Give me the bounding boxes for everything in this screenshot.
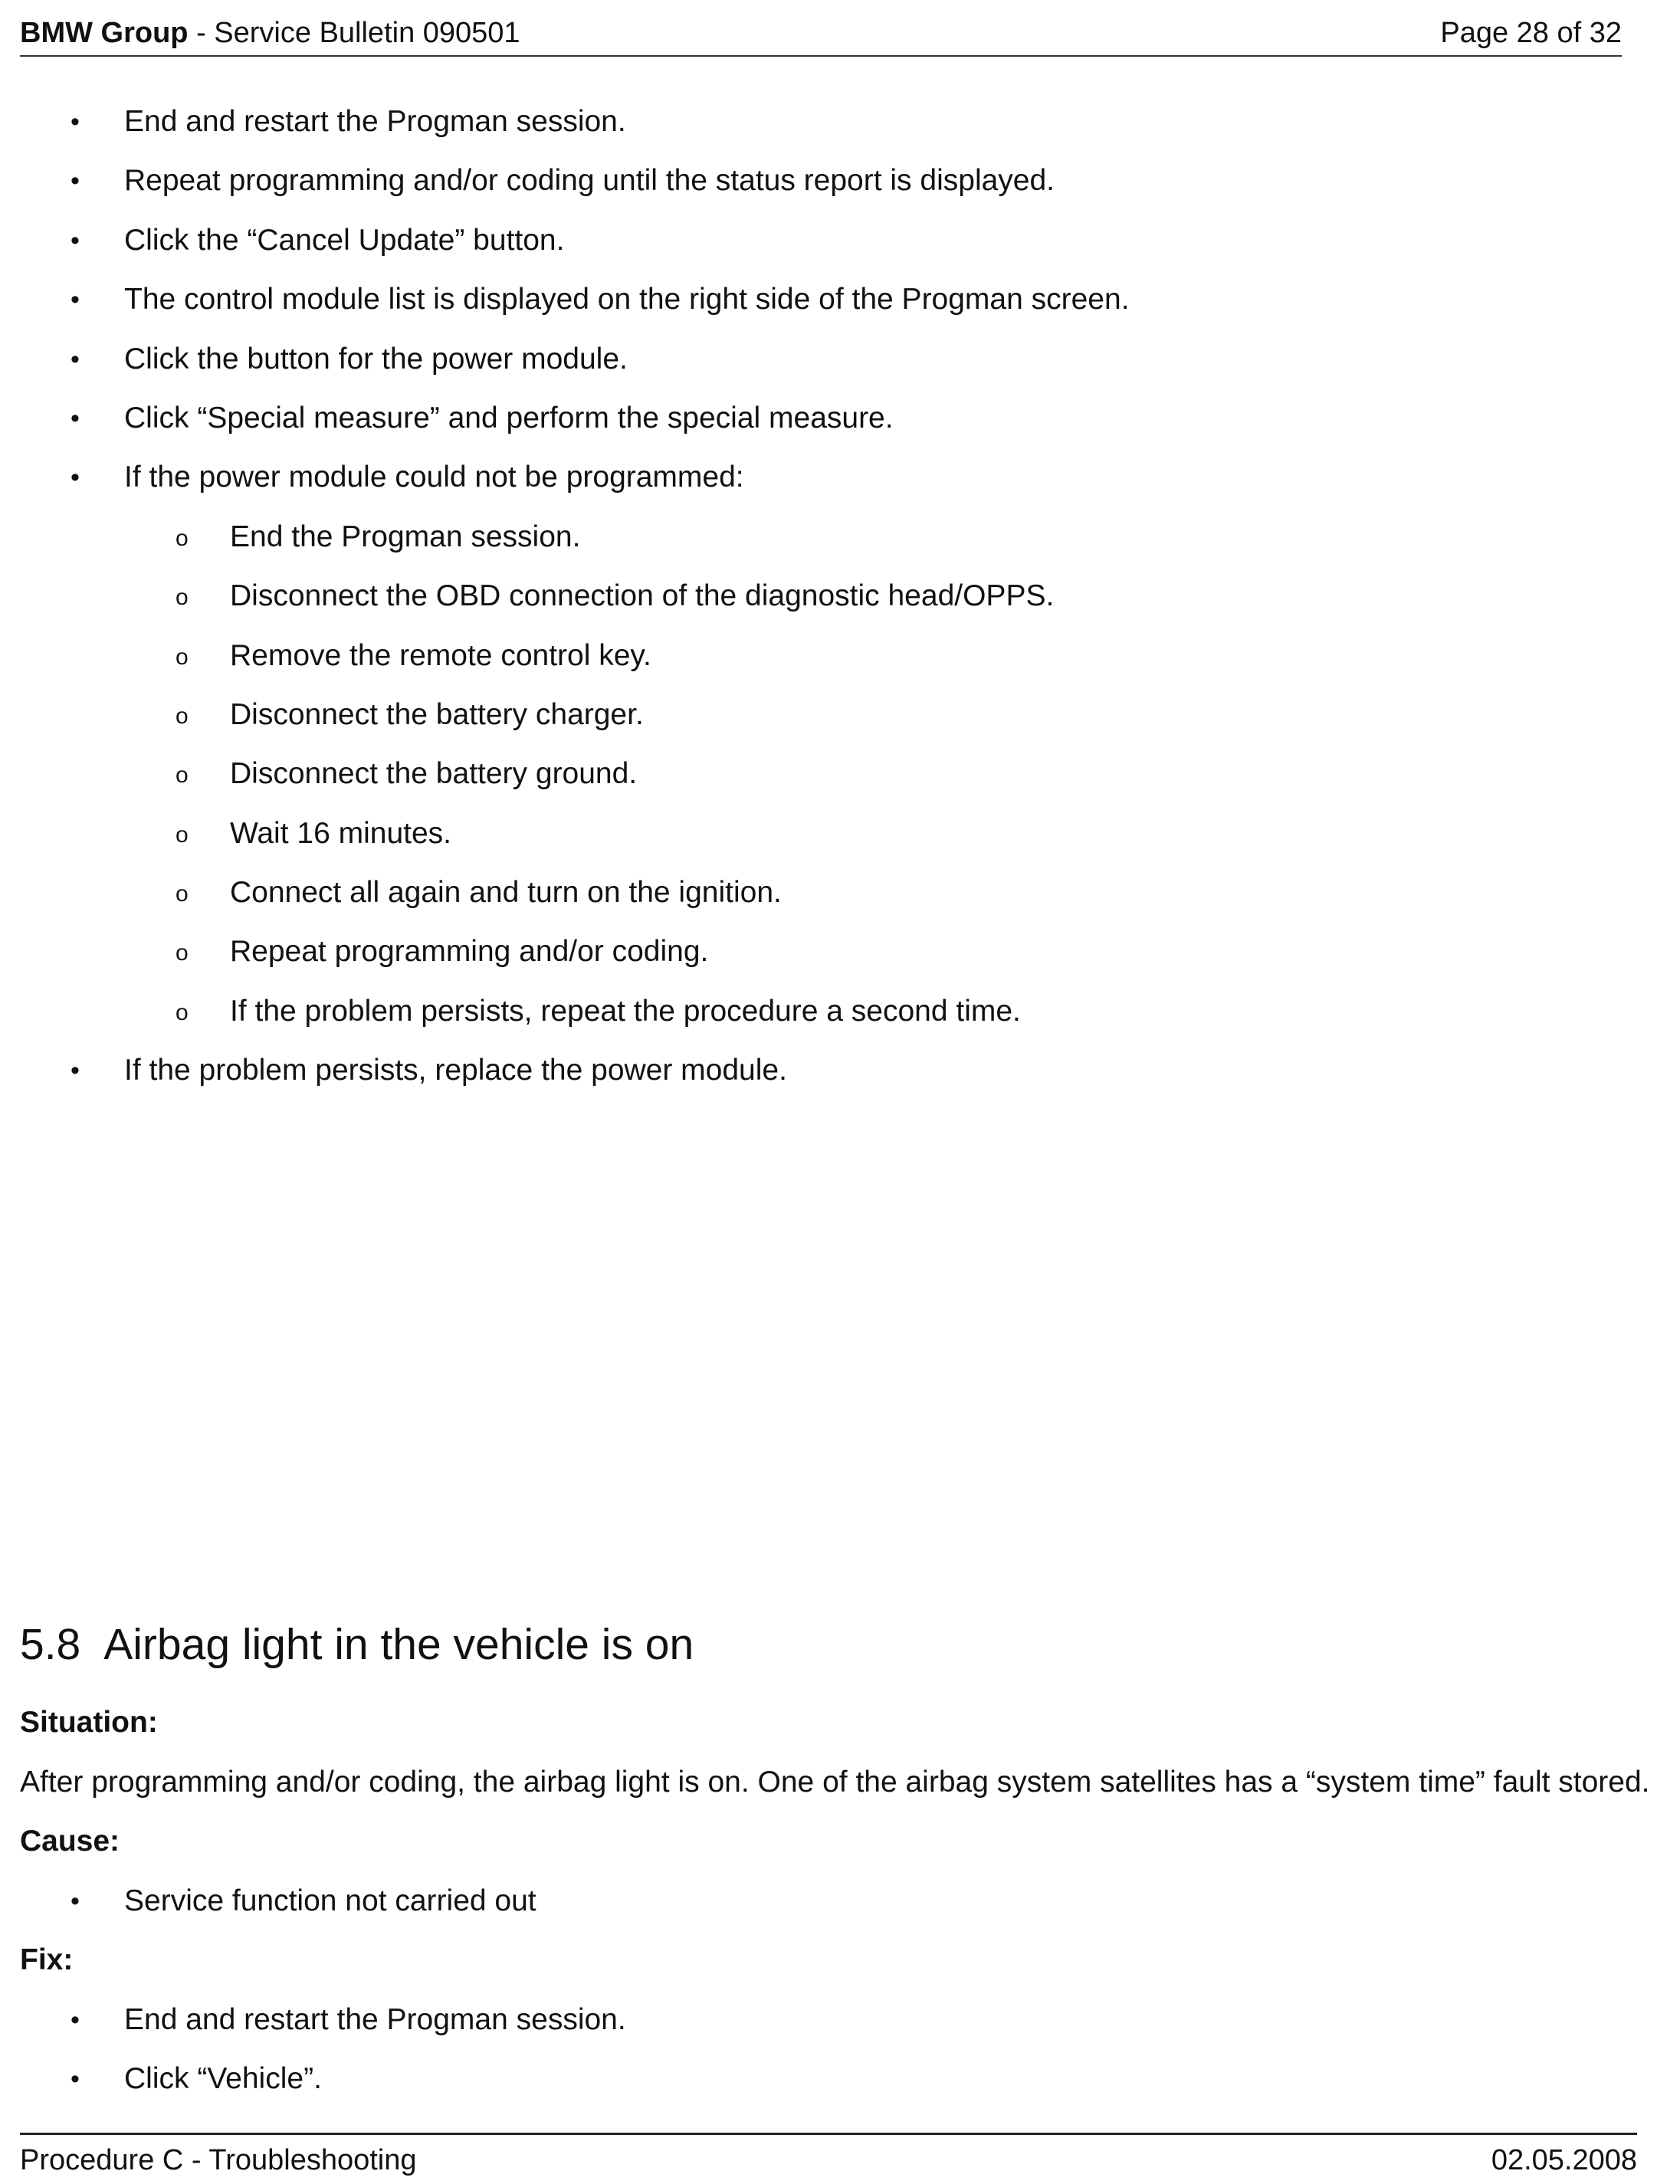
footer-divider (20, 2133, 1637, 2135)
situation-text: After programming and/or coding, the airbag light is on. One of the airbag system satellites has a “system time” fault stored. (20, 1766, 1650, 1799)
section-number: 5.8 (20, 1620, 81, 1669)
list-item-text: Disconnect the battery ground. (230, 757, 638, 791)
sub-bullet-marker: o (176, 940, 189, 966)
sub-bullet-marker: o (176, 762, 189, 789)
list-item-text: End and restart the Progman session. (124, 2003, 626, 2036)
situation-label: Situation: (20, 1706, 158, 1739)
list-item-text: Remove the remote control key. (230, 638, 651, 672)
list-item-text: Disconnect the battery charger. (230, 697, 644, 731)
list-item-text: If the power module could not be programmed: (124, 461, 744, 494)
sub-bullet-marker: o (176, 999, 189, 1025)
section-title: Airbag light in the vehicle is on (103, 1620, 694, 1669)
sub-bullet-marker: o (176, 525, 189, 551)
list-item-text: Service function not carried out (124, 1884, 536, 1917)
header-separator: - (188, 17, 215, 49)
bullet-marker: • (71, 225, 80, 255)
fix-label: Fix: (20, 1943, 74, 1976)
footer-procedure: Procedure C - Troubleshooting (20, 2144, 417, 2176)
bullet-marker: • (71, 403, 80, 433)
list-item-text: Connect all again and turn on the ignition. (230, 876, 782, 910)
list-item-text: If the problem persists, repeat the procedure a second time. (230, 994, 1021, 1028)
bullet-marker: • (71, 2064, 80, 2094)
header-divider (20, 55, 1622, 57)
bullet-marker: • (71, 2005, 80, 2035)
sub-bullet-marker: o (176, 881, 189, 907)
bullet-marker: • (71, 1056, 80, 1086)
list-item-text: Click the button for the power module. (124, 342, 628, 375)
footer-date: 02.05.2008 (1491, 2144, 1637, 2176)
list-item-text: The control module list is displayed on the right side of the Progman screen. (124, 283, 1130, 316)
header-title (20, 14, 520, 52)
bullet-marker: • (71, 285, 80, 315)
section-heading (20, 1615, 694, 1674)
bullet-marker: • (71, 463, 80, 493)
sub-bullet-marker: o (176, 585, 189, 611)
bullet-marker: • (71, 166, 80, 196)
list-item-text: Click “Vehicle”. (124, 2062, 322, 2096)
header-page-number: Page 28 of 32 (1440, 17, 1622, 49)
cause-label: Cause: (20, 1825, 120, 1858)
bullet-marker: • (71, 344, 80, 374)
header-bulletin: Service Bulletin 090501 (214, 17, 520, 49)
list-item-text: Disconnect the OBD connection of the diagnostic head/OPPS. (230, 579, 1055, 613)
bullet-marker: • (71, 1887, 80, 1916)
sub-bullet-marker: o (176, 644, 189, 670)
list-item-text: End and restart the Progman session. (124, 105, 626, 138)
sub-bullet-marker: o (176, 821, 189, 848)
list-item-text: Click the “Cancel Update” button. (124, 223, 565, 257)
list-item-text: Click “Special measure” and perform the special measure. (124, 401, 894, 435)
list-item-text: Repeat programming and/or coding until the status report is displayed. (124, 164, 1055, 198)
page-footer (20, 2141, 1637, 2179)
bullet-marker: • (71, 107, 80, 136)
header-org: BMW Group (20, 17, 189, 49)
list-item-text: Repeat programming and/or coding. (230, 935, 709, 969)
sub-bullet-marker: o (176, 703, 189, 729)
list-item-text: Wait 16 minutes. (230, 816, 451, 850)
list-item-text: If the problem persists, replace the power module. (124, 1054, 787, 1087)
list-item-text: End the Progman session. (230, 520, 581, 553)
page-header (20, 14, 1622, 52)
